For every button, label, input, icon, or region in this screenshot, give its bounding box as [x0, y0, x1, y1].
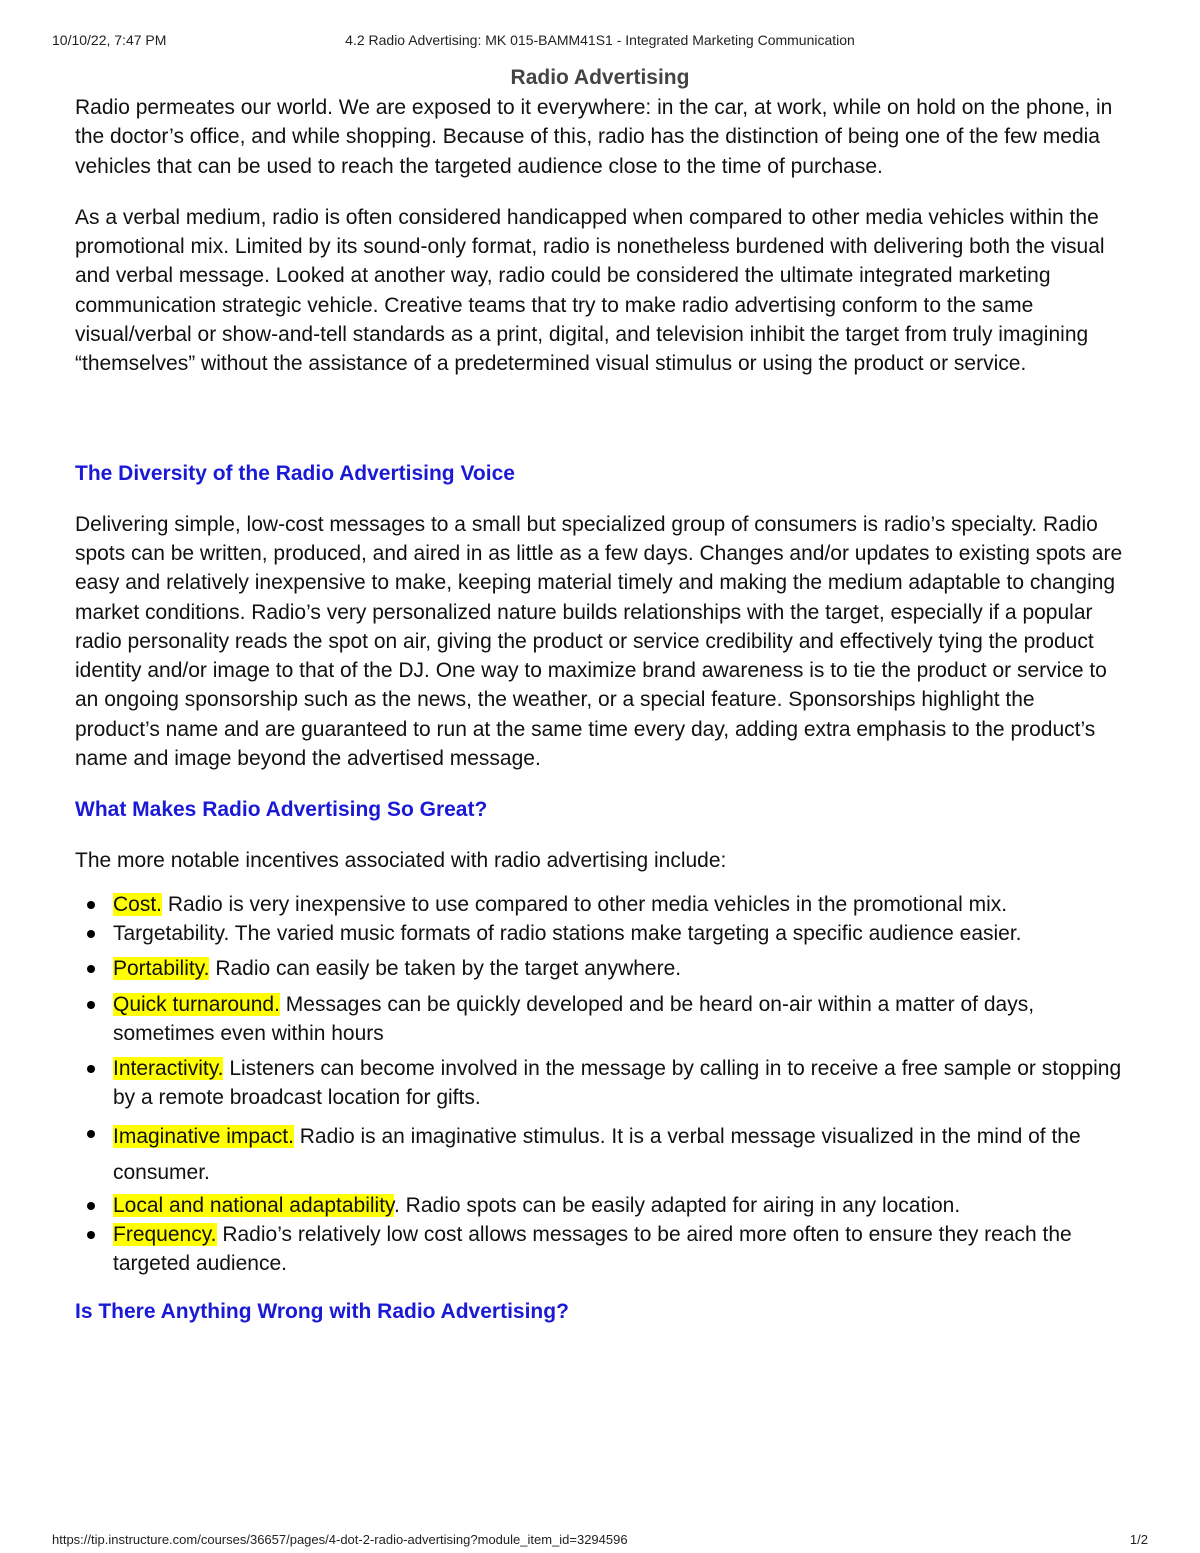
section-heading-diversity: The Diversity of the Radio Advertising Voice — [75, 461, 515, 485]
list-item-term: Cost. — [113, 892, 163, 916]
page-title: Radio Advertising — [510, 66, 690, 89]
list-item-term: Local and national adaptability — [113, 1193, 394, 1217]
article-content — [75, 64, 1125, 1326]
list-item-term: Frequency. — [113, 1223, 217, 1247]
bullet-icon — [87, 1231, 95, 1239]
section-great-intro: The more notable incentives associated with radio advertising include: — [75, 849, 727, 873]
print-header — [52, 32, 1148, 52]
list-item — [75, 919, 1125, 948]
list-item-text: Radio’s relatively low cost allows messages to be aired more often to ensure they reach the targeted audience. — [113, 1223, 1072, 1276]
list-item-text: Radio is very inexpensive to use compared to other media vehicles in the promotional mix. — [162, 892, 1008, 916]
print-datetime: 10/10/22, 7:47 PM — [52, 32, 167, 48]
incentives-list — [75, 890, 1125, 1279]
list-item-term: Targetability. — [113, 921, 230, 945]
bullet-icon — [87, 1202, 95, 1210]
list-item-term: Quick turnaround. — [113, 992, 280, 1016]
page-number: 1/2 — [1129, 1532, 1148, 1547]
print-footer — [52, 1532, 1148, 1550]
list-item-text: Radio is an imaginative stimulus. It is a verbal message visualized in the mind of the consumer. — [113, 1124, 1081, 1184]
bullet-icon — [87, 1001, 95, 1009]
intro-paragraph-1: Radio permeates our world. We are exposed to it everywhere: in the car, at work, while on hold on the phone, in the doctor’s office, and while shopping. Because of this, radio has the distinction of being one of the few media vehicles that can be used to reach the targeted audience close to the time of purchase. — [75, 96, 1113, 178]
intro-paragraph-2: As a verbal medium, radio is often considered handicapped when compared to other media vehicles within the promotional mix. Limited by its sound-only format, radio is nonetheless burdened with delivering both the visual and verbal message. Looked at another way, radio could be considered the ultimate integrated marketing communication strategic vehicle. Creative teams that try to make radio advertising conform to the same visual/verbal or show-and-tell standards as a print, digital, and television inhibit the target from truly imagining “themselves” without the assistance of a predetermined visual stimulus or using the product or service. — [75, 205, 1105, 376]
bullet-icon — [87, 965, 95, 973]
list-item — [75, 890, 1125, 919]
list-item-term: Portability. — [113, 957, 210, 981]
list-item — [75, 990, 1125, 1049]
list-item — [75, 954, 1125, 983]
list-item-term: Imaginative impact. — [113, 1124, 294, 1148]
list-item-text: . Radio spots can be easily adapted for airing in any location. — [394, 1193, 961, 1217]
bullet-icon — [87, 930, 95, 938]
list-item — [75, 1191, 1125, 1220]
section-heading-great: What Makes Radio Advertising So Great? — [75, 798, 488, 822]
list-item-text: Radio can easily be taken by the target anywhere. — [209, 957, 682, 981]
section-heading-wrong: Is There Anything Wrong with Radio Advertising? — [75, 1299, 569, 1323]
section-diversity-body: Delivering simple, low-cost messages to a small but specialized group of consumers is radio’s specialty. Radio spots can be written, produced, and aired in as little as a few days. Changes and/or updates to existing spots are easy and relatively inexpensive to make, keeping material timely and making the medium adaptable to changing market conditions. Radio’s very personalized nature builds relationships with the target, especially if a popular radio personality reads the spot on air, giving the product or service credibility and effectively tying the product identity and/or image to that of the DJ. One way to maximize brand awareness is to tie the product or service to an ongoing sponsorship such as the news, the weather, or a special feature. Sponsorships highlight the product’s name and are guaranteed to run at the same time every day, adding extra emphasis to the product’s name and image beyond the advertised message. — [75, 512, 1123, 771]
list-item-text: Messages can be quickly developed and be heard on-air within a matter of days, sometimes even within hours — [113, 992, 1035, 1045]
list-item — [75, 1054, 1125, 1113]
print-page-title: 4.2 Radio Advertising: MK 015-BAMM41S1 - Integrated Marketing Communication — [345, 32, 855, 48]
list-item-text: The varied music formats of radio stations make targeting a specific audience easier. — [229, 921, 1022, 945]
list-item-term: Interactivity. — [113, 1057, 224, 1081]
list-item — [75, 1220, 1125, 1279]
bullet-icon — [87, 1065, 95, 1073]
print-url: https://tip.instructure.com/courses/36657/pages/4-dot-2-radio-advertising?module_item_id=3294596 — [52, 1532, 628, 1547]
bullet-icon — [87, 901, 95, 909]
bullet-icon — [87, 1130, 95, 1138]
list-item-text: Listeners can become involved in the message by calling in to receive a free sample or stopping by a remote broadcast location for gifts. — [113, 1057, 1122, 1110]
list-item — [75, 1119, 1125, 1191]
